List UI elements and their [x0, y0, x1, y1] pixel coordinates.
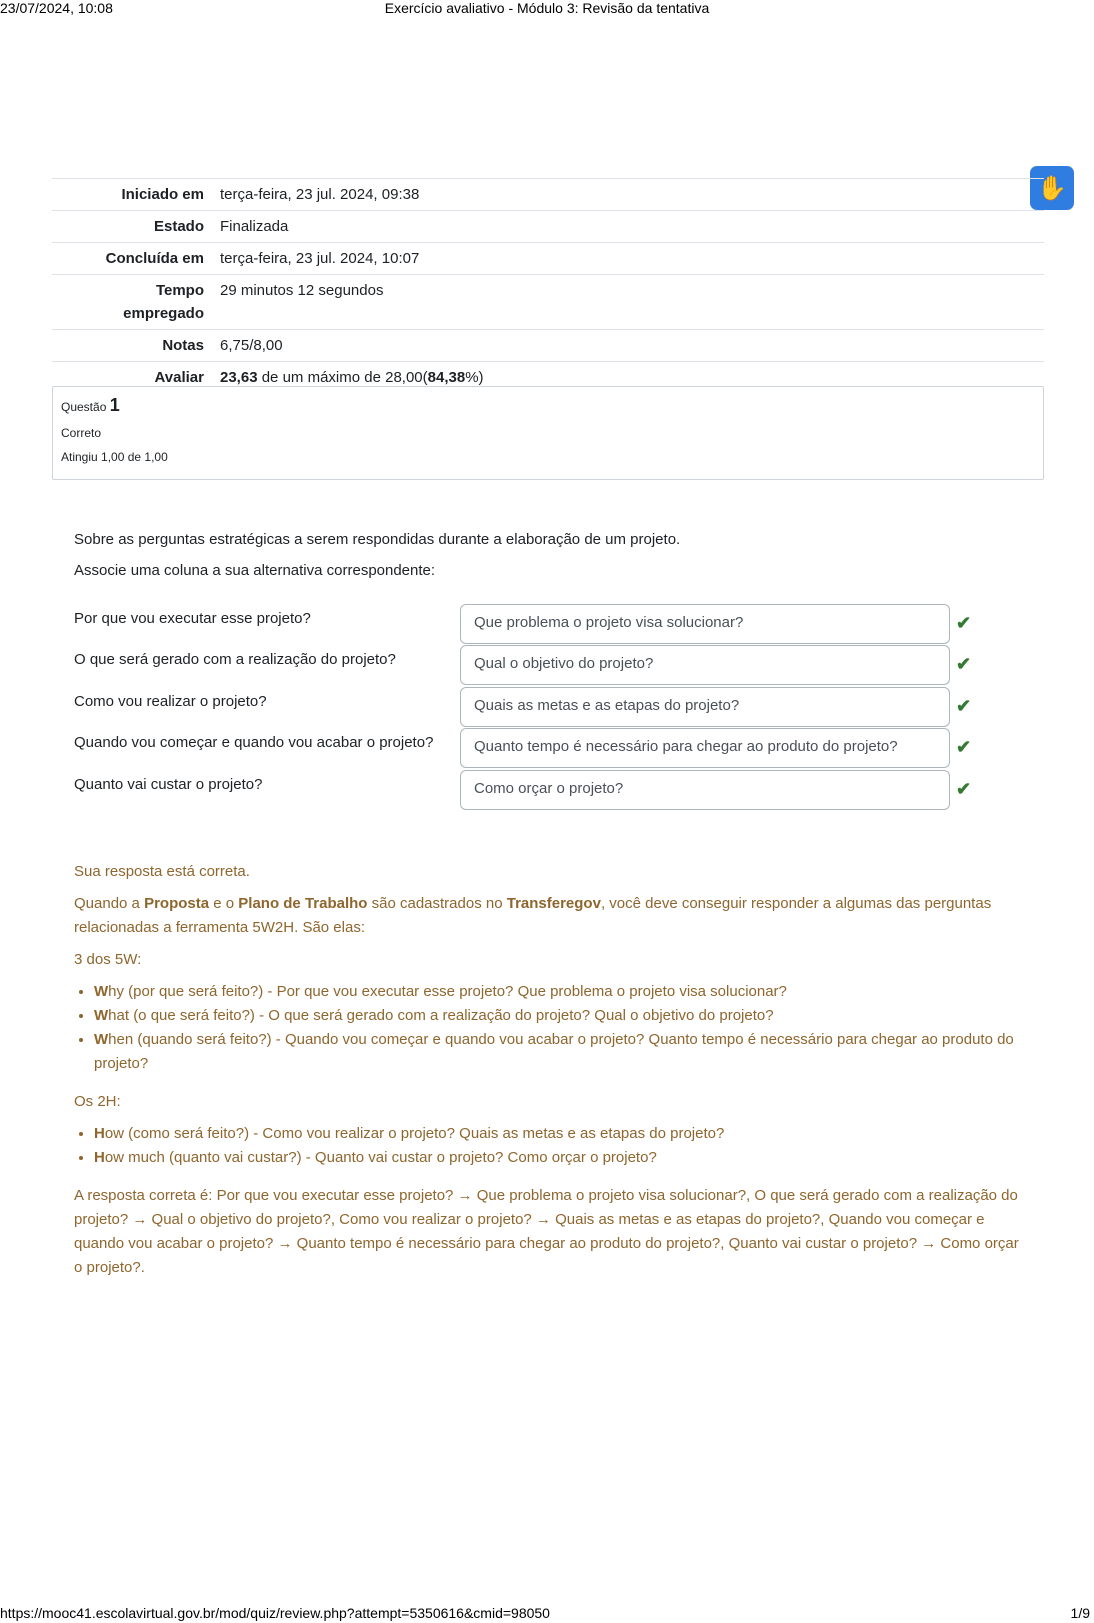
attempt-summary-table: [52, 178, 1044, 393]
summary-row: [52, 243, 1044, 275]
match-select[interactable]: Como orçar o projeto?: [460, 770, 950, 810]
match-row: [74, 728, 1034, 768]
match-select[interactable]: Quanto tempo é necessário para chegar ao produto do projeto?: [460, 728, 950, 768]
print-title: Exercício avaliativo - Módulo 3: Revisão da tentativa: [384, 0, 710, 16]
check-icon: ✔: [956, 613, 972, 633]
question-grade: Atingiu 1,00 de 1,00: [61, 450, 168, 464]
w-title: 3 dos 5W:: [74, 951, 142, 968]
summary-value: terça-feira, 23 jul. 2024, 10:07: [212, 243, 1044, 275]
summary-value: 6,75/8,00: [212, 330, 1044, 362]
check-icon: ✔: [956, 696, 972, 716]
print-datetime: 23/07/2024, 10:08: [0, 0, 113, 16]
summary-row: [52, 275, 1044, 330]
summary-label: Iniciado em: [52, 179, 212, 211]
text: hy (por que será feito?) - Por que vou executar esse projeto? Que problema o projeto visa solucionar?: [108, 983, 787, 1000]
score-percent: 84,38: [427, 369, 466, 386]
match-prompt: Por que vou executar esse projeto?: [74, 610, 311, 627]
summary-label: Tempo empregado: [52, 275, 212, 330]
question-prefix: Questão: [61, 400, 107, 414]
initial: W: [94, 983, 109, 1000]
summary-label: Notas: [52, 330, 212, 362]
summary-value: terça-feira, 23 jul. 2024, 09:38: [212, 179, 1044, 211]
initial: W: [94, 1007, 109, 1024]
right-answer: A resposta correta é: Por que vou executar esse projeto? → Que problema o projeto visa solucionar?, O que será gerado com a realização do projeto? → Qual o objetivo do projeto?, Como vou realizar o projeto? → Quais as metas e as etapas do projeto?, Quando vou começar e quando vou acabar o projeto? → Quanto tempo é necessário para chegar ao produto do projeto?, Quanto vai custar o projeto? → Como orçar o projeto?.: [74, 1187, 1019, 1276]
match-select[interactable]: Quais as metas e as etapas do projeto?: [460, 687, 950, 727]
text: hat (o que será feito?) - O que será gerado com a realização do projeto? Qual o objetivo do projeto?: [108, 1007, 774, 1024]
question-text-line: Associe uma coluna a sua alternativa correspondente:: [74, 562, 436, 579]
question-text: [74, 524, 680, 586]
h-list: [94, 1122, 1024, 1170]
question-info-box: [52, 386, 1044, 480]
match-prompt: Como vou realizar o projeto?: [74, 693, 267, 710]
score-text: de um máximo de 28,00(: [257, 369, 428, 386]
match-row: [74, 645, 1034, 685]
summary-row: [52, 330, 1044, 362]
bold-text: Transferegov: [506, 895, 601, 912]
list-item: [94, 980, 1024, 1004]
score: 23,63: [220, 369, 258, 386]
feedback: [74, 860, 1024, 1288]
question-number-value: 1: [109, 395, 120, 415]
match-row: [74, 604, 1034, 644]
list-item: [94, 1028, 1024, 1076]
match-row: [74, 687, 1034, 727]
text: ow much (quanto vai custar?) - Quanto vai custar o projeto? Como orçar o projeto?: [104, 1149, 657, 1166]
text: são cadastrados no: [367, 895, 507, 912]
question-state: Correto: [61, 426, 102, 440]
summary-label: Concluída em: [52, 243, 212, 275]
check-icon: ✔: [956, 737, 972, 757]
print-page: 1/9: [1070, 1605, 1090, 1621]
summary-value: Finalizada: [212, 211, 1044, 243]
match-prompt: O que será gerado com a realização do projeto?: [74, 651, 396, 668]
w-list: [94, 980, 1024, 1076]
summary-row: [52, 179, 1044, 211]
text: Quando a: [74, 895, 145, 912]
initial: H: [94, 1149, 105, 1166]
text: ow (como será feito?) - Como vou realizar o projeto? Quais as metas e as etapas do projeto?: [104, 1125, 725, 1142]
summary-row: [52, 211, 1044, 243]
bold-text: Plano de Trabalho: [238, 895, 368, 912]
summary-label: Avaliar: [52, 362, 212, 394]
feedback-correct: Sua resposta está correta.: [74, 863, 250, 880]
initial: W: [94, 1031, 109, 1048]
score-end: %): [465, 369, 484, 386]
list-item: [94, 1146, 1024, 1170]
match-prompt: Quando vou começar e quando vou acabar o projeto?: [74, 734, 434, 751]
check-icon: ✔: [956, 779, 972, 799]
bold-text: Proposta: [144, 895, 210, 912]
sign-language-hands-icon: ✋: [1037, 174, 1067, 202]
list-item: [94, 1122, 1024, 1146]
match-select[interactable]: Que problema o projeto visa solucionar?: [460, 604, 950, 644]
text: , você deve conseguir responder a algumas das perguntas relacionadas a ferramenta 5W2H. São elas:: [74, 895, 992, 936]
question-text-line: Sobre as perguntas estratégicas a serem respondidas durante a elaboração de um projeto.: [74, 531, 681, 548]
summary-label: Estado: [52, 211, 212, 243]
text: hen (quando será feito?) - Quando vou começar e quando vou acabar o projeto? Quanto tempo é necessário para chegar ao produto do projeto?: [94, 1031, 1014, 1072]
match-select[interactable]: Qual o objetivo do projeto?: [460, 645, 950, 685]
question-number: [61, 395, 1035, 416]
h-title: Os 2H:: [74, 1093, 121, 1110]
match-row: [74, 770, 1034, 810]
print-url: https://mooc41.escolavirtual.gov.br/mod/quiz/review.php?attempt=5350616&cmid=98050: [0, 1605, 550, 1621]
initial: H: [94, 1125, 105, 1142]
feedback-intro: [74, 892, 1024, 940]
check-icon: ✔: [956, 654, 972, 674]
list-item: [94, 1004, 1024, 1028]
summary-value: 29 minutos 12 segundos: [212, 275, 1044, 330]
text: e o: [209, 895, 239, 912]
print-footer: [0, 1603, 1094, 1623]
print-header: [0, 0, 1094, 18]
match-prompt: Quanto vai custar o projeto?: [74, 776, 263, 793]
